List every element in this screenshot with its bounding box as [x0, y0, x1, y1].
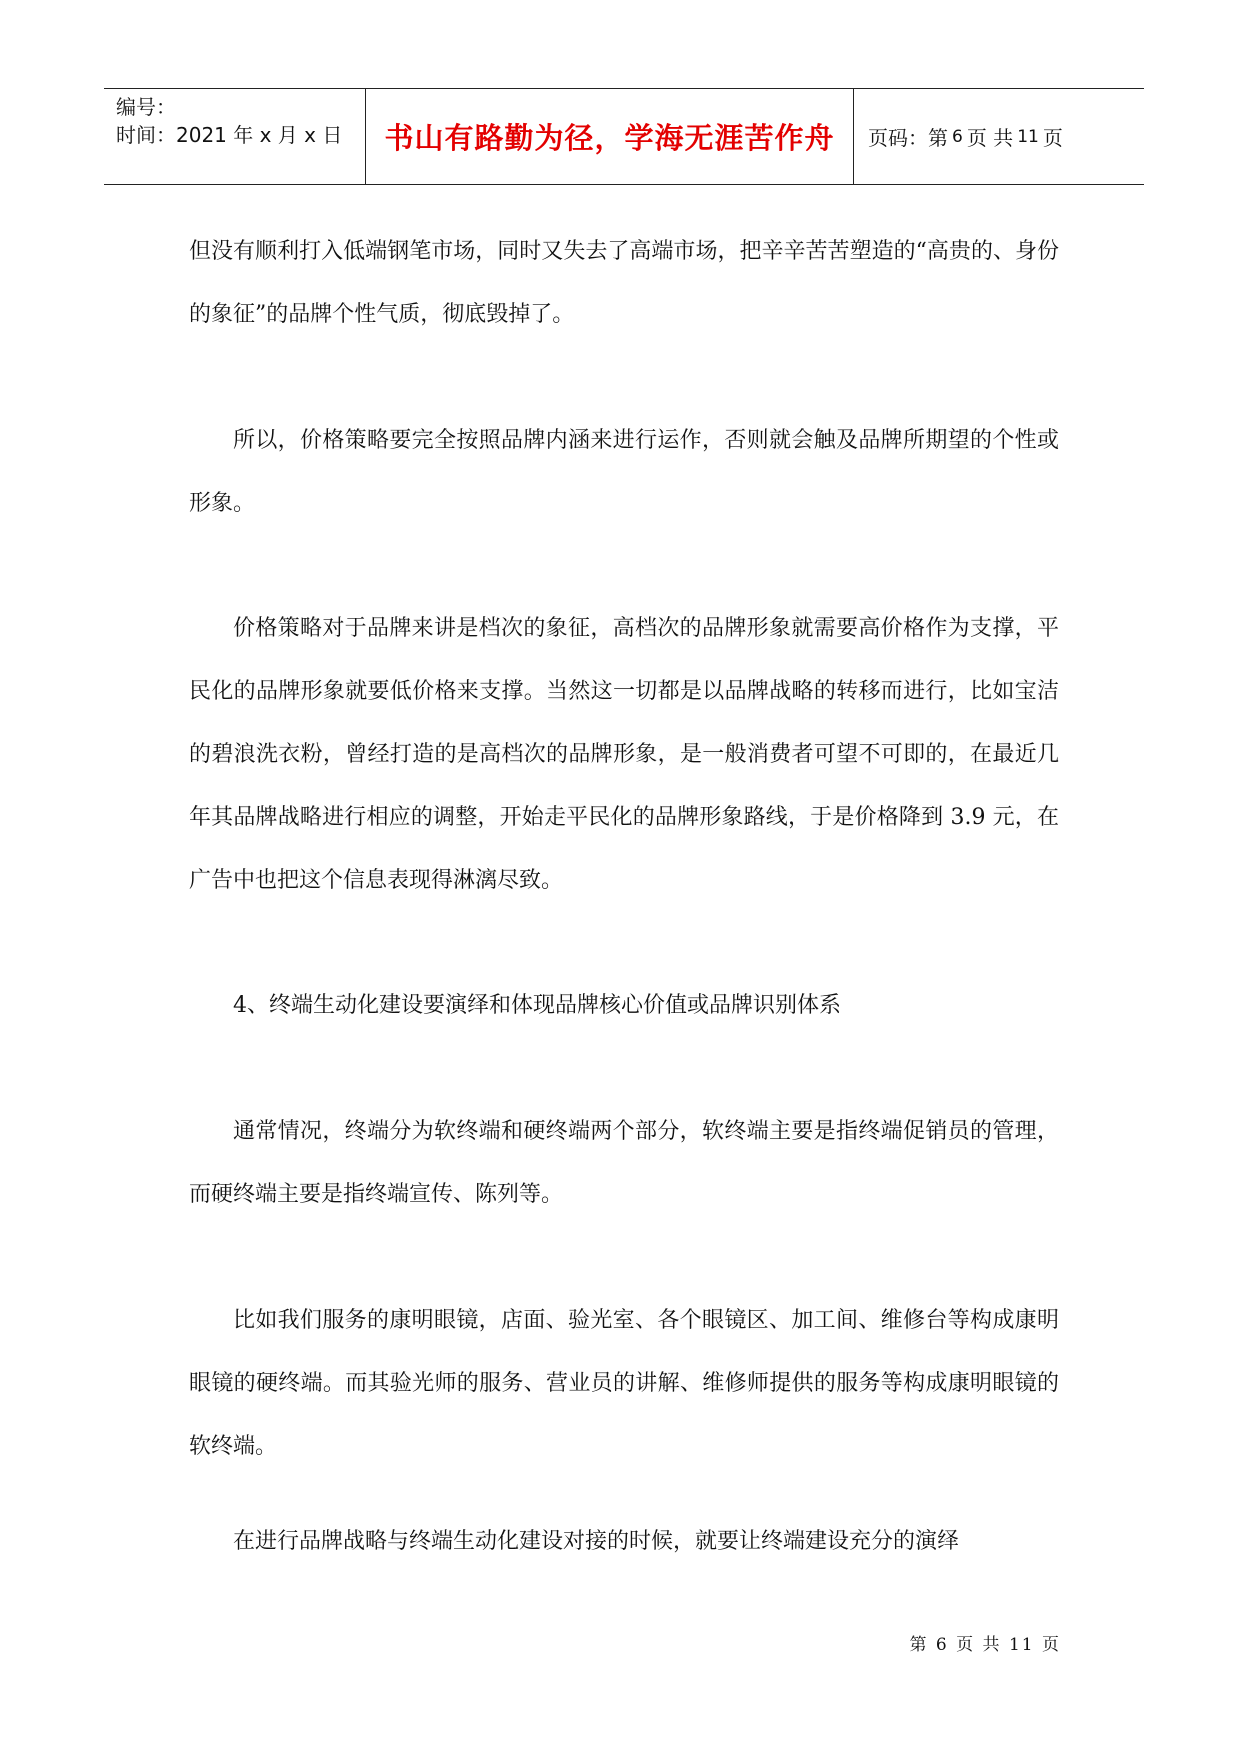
paragraph: 但没有顺利打入低端钢笔市场，同时又失去了高端市场，把辛辛苦苦塑造的“高贵的、身份的象征”的品牌个性气质，彻底毁掉了。 [189, 239, 1059, 327]
paragraph: 所以，价格策略要完全按照品牌内涵来进行运作，否则就会触及品牌所期望的个性或形象。 [189, 428, 1059, 516]
page-suffix: 页 [1042, 126, 1063, 150]
time-label: 时间：2021 年 x 月 x 日 [116, 123, 343, 147]
paragraph: 比如我们服务的康明眼镜，店面、验光室、各个眼镜区、加工间、维修台等构成康明眼镜的硬终端。而其验光师的服务、营业员的讲解、维修师提供的服务等构成康明眼镜的软终端。 [189, 1308, 1059, 1459]
page-total: 11 [1017, 126, 1039, 147]
page-prefix: 页码：第 [868, 126, 948, 150]
header-meta [104, 89, 366, 184]
header-motto: 书山有路勤为径，学海无涯苦作舟 [366, 89, 854, 184]
header-page-indicator [854, 89, 1144, 184]
paragraph: 通常情况，终端分为软终端和硬终端两个部分，软终端主要是指终端促销员的管理，而硬终端主要是指终端宣传、陈列等。 [189, 1119, 1059, 1207]
serial-label: 编号： [116, 95, 176, 119]
page-header [104, 88, 1144, 185]
page-current: 6 [952, 126, 963, 147]
paragraph: 在进行品牌战略与终端生动化建设对接的时候，就要让终端建设充分的演绎 [233, 1529, 960, 1554]
section-heading: 4、终端生动化建设要演绎和体现品牌核心价值或品牌识别体系 [233, 993, 841, 1018]
page-footer: 第 6 页 共 11 页 [909, 1635, 1061, 1655]
page-mid: 页 共 [966, 126, 1014, 150]
paragraph: 价格策略对于品牌来讲是档次的象征，高档次的品牌形象就需要高价格作为支撑，平民化的品牌形象就要低价格来支撑。当然这一切都是以品牌战略的转移而进行，比如宝洁的碧浪洗衣粉，曾经打造的是高档次的品牌形象，是一般消费者可望不可即的，在最近几年其品牌战略进行相应的调整，开始走平民化的品牌形象路线，于是价格降到 3.9 元，在广告中也把这个信息表现得淋漓尽致。 [189, 616, 1059, 893]
